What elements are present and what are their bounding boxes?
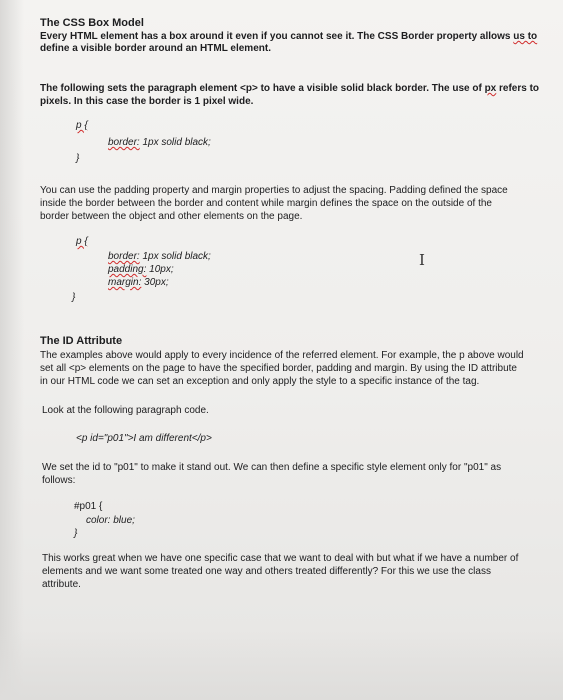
heading-box-model: The CSS Box Model xyxy=(40,17,144,29)
text-span: Every HTML element has a box around it even if you cannot see it. The CSS Border property allows xyxy=(40,31,514,42)
code-property: margin: xyxy=(108,277,142,288)
padding-para-line-1: You can use the padding property and margin properties to adjust the spacing. Padding defined the space xyxy=(40,185,508,196)
code-value: 1px solid black; xyxy=(139,251,211,262)
code2-margin-line xyxy=(108,277,169,289)
class-para-line-1: This works great when we have one specific case that we want to deal with but what if we have a number of xyxy=(42,553,519,564)
padding-para-line-2: inside the border between the border and content while margin defines the space on the outside of the xyxy=(40,198,492,209)
code1-close: } xyxy=(76,153,80,164)
class-para-line-2: elements and we want some treated one way and others treated differently? For this we use the class xyxy=(42,566,491,577)
id-para-line-1: The examples above would apply to every incidence of the referred element. For example, the p above would xyxy=(40,350,524,361)
code4-close: } xyxy=(74,528,78,539)
text-span: The following sets the paragraph element <p> to have a visible solid black border. The use of xyxy=(40,83,485,94)
code2-padding-line xyxy=(108,264,174,276)
code2-border-line xyxy=(108,251,211,263)
code2-open xyxy=(76,236,88,248)
set-id-line-2: follows: xyxy=(42,475,76,486)
code1-open xyxy=(76,120,88,132)
set-id-line-1: We set the id to "p01" to make it stand out. We can then define a specific style element only for "p01" as xyxy=(42,462,502,473)
code1-border-line xyxy=(108,137,211,149)
class-para-line-3: attribute. xyxy=(42,579,81,590)
intro-line-1 xyxy=(40,31,537,43)
look-at-code-line: Look at the following paragraph code. xyxy=(42,405,209,416)
code4-color-line: color: blue; xyxy=(86,515,135,526)
page-shadow-left xyxy=(0,0,24,700)
code-value: 1px solid black; xyxy=(139,137,211,148)
page-shadow-bottom xyxy=(0,630,563,700)
code2-close: } xyxy=(72,292,76,303)
id-para-line-2: set all <p> elements on the page to have the specified border, padding and margin. By using the ID attribute xyxy=(40,363,517,374)
text-span: refers to xyxy=(496,83,540,94)
spellcheck-word: px xyxy=(484,83,497,94)
code3-paragraph-tag: <p id="p01">I am different</p> xyxy=(76,433,212,444)
text-cursor-icon: I xyxy=(419,251,425,269)
code-property: border: xyxy=(108,251,140,262)
id-para-line-3: in our HTML code we can set an exception and only apply the style to a specific instance of the tag. xyxy=(40,376,480,387)
spellcheck-word: us to xyxy=(513,31,538,42)
code-value: 30px; xyxy=(141,277,169,288)
border-line-2: pixels. In this case the border is 1 pixel wide. xyxy=(40,96,254,107)
code4-open: #p01 { xyxy=(74,501,103,512)
code-property: border: xyxy=(108,137,140,148)
intro-line-2: define a visible border around an HTML element. xyxy=(40,43,271,54)
code-value: 10px; xyxy=(146,264,174,275)
heading-id-attribute: The ID Attribute xyxy=(40,335,123,347)
code-text: p { xyxy=(76,120,88,131)
code-property: padding: xyxy=(108,264,147,275)
code-text: p { xyxy=(76,236,88,247)
border-line-1 xyxy=(40,83,539,95)
padding-para-line-3: border between the object and other elements on the page. xyxy=(40,211,303,222)
